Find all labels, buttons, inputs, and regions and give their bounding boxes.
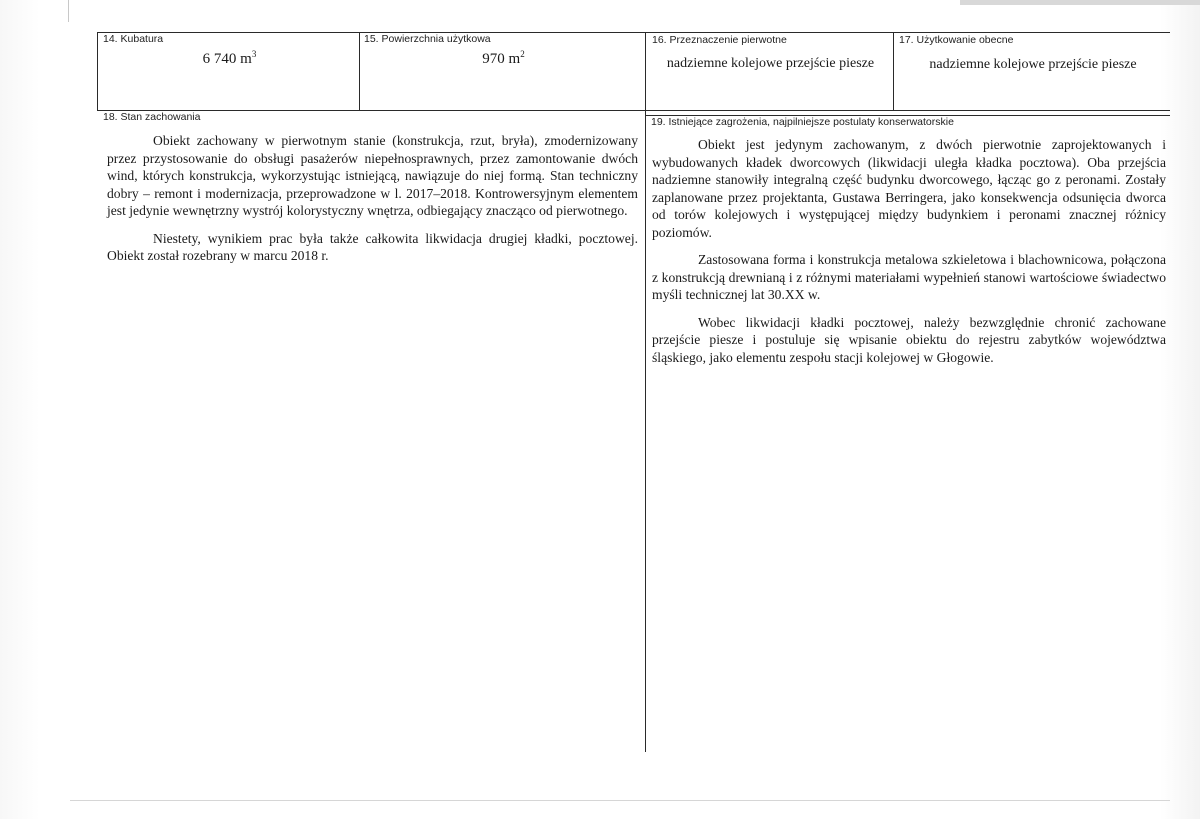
grid-line-f14-f15	[359, 32, 360, 110]
grid-line-f15-f16	[645, 32, 646, 752]
field-14-number: 6 740 m	[202, 51, 252, 67]
field-15-number: 970 m	[482, 51, 521, 67]
field-14-value	[100, 51, 359, 68]
field-19-text	[652, 136, 1166, 376]
field-18-label: 18. Stan zachowania	[103, 111, 201, 123]
scan-bottom-edge	[70, 800, 1170, 801]
field-17-label: 17. Użytkowanie obecne	[899, 34, 1014, 46]
field-19-paragraph: Wobec likwidacji kładki pocztowej, należy bezwzględnie chronić zachowane przejście piesze i postuluje się wpisanie obiektu do rejestru zabytków województwa śląskiego, jako elementu zespołu stacji kolejowej w Głogowie.	[652, 314, 1166, 365]
field-18-paragraph: Obiekt zachowany w pierwotnym stanie (konstrukcja, rzut, bryła), zmodernizowany przez przystosowanie do obsługi pasażerów niepełnosprawnych, przez zamontowanie dwóch wind, których konstrukcja, wykorzystując istniejącą, nawiązuje do niej formą. Stan techniczny dobry – remont i modernizacja, przeprowadzone w l. 2017–2018. Kontrowersyjnym elementem jest jedynie wewnętrzny wystrój kolorystyczny wnętrza, odbiegający znacząco od pierwotnego.	[107, 133, 638, 218]
scan-edge	[960, 0, 1200, 5]
field-15-exponent: 2	[520, 49, 525, 59]
field-16-label: 16. Przeznaczenie pierwotne	[652, 34, 787, 46]
field-15-label: 15. Powierzchnia użytkowa	[364, 33, 491, 45]
field-14-exponent: 3	[251, 49, 257, 59]
field-19-paragraph: Zastosowana forma i konstrukcja metalowa szkieletowa i blachownicowa, połączona z konstrukcją drewnianą i z różnymi materiałami wypełnień stanowi wartościowe świadectwo myśli technicznej lat 30.XX w.	[652, 252, 1166, 302]
field-17-value: nadziemne kolejowe przejście piesze	[929, 57, 1137, 72]
grid-line-f16-f17	[893, 32, 894, 110]
field-16-value: nadziemne kolejowe przejście piesze	[666, 56, 875, 71]
field-19-paragraph: Obiekt jest jedynym zachowanym, z dwóch pierwotnie zaprojektowanych i wybudowanych kładek dworcowych (likwidacji uległa kładka pocztowa). Oba przejścia nadziemne stanowiły integralną część budynku dworcowego, łącząc go z peronami. Zostały zaplanowane przez projektanta, Gustawa Berringera, jako konsekwencja odsunięcia dworca od torów kolejowych i występującej między budynkiem i peronami znacznej różnicy poziomów.	[652, 137, 1166, 240]
field-15-value	[362, 51, 645, 68]
scan-mark	[68, 0, 69, 22]
grid-line-middle	[97, 110, 1170, 111]
field-14-label: 14. Kubatura	[103, 33, 164, 45]
grid-line-left	[97, 32, 98, 110]
grid-line-top	[97, 32, 1170, 33]
field-18-text	[107, 132, 638, 275]
field-18-paragraph: Niestety, wynikiem prac była także całkowita likwidacja drugiej kładki, pocztowej. Obiekt został rozebrany w marcu 2018 r.	[107, 230, 638, 263]
field-19-label: 19. Istniejące zagrożenia, najpilniejsze postulaty konserwatorskie	[651, 116, 954, 128]
